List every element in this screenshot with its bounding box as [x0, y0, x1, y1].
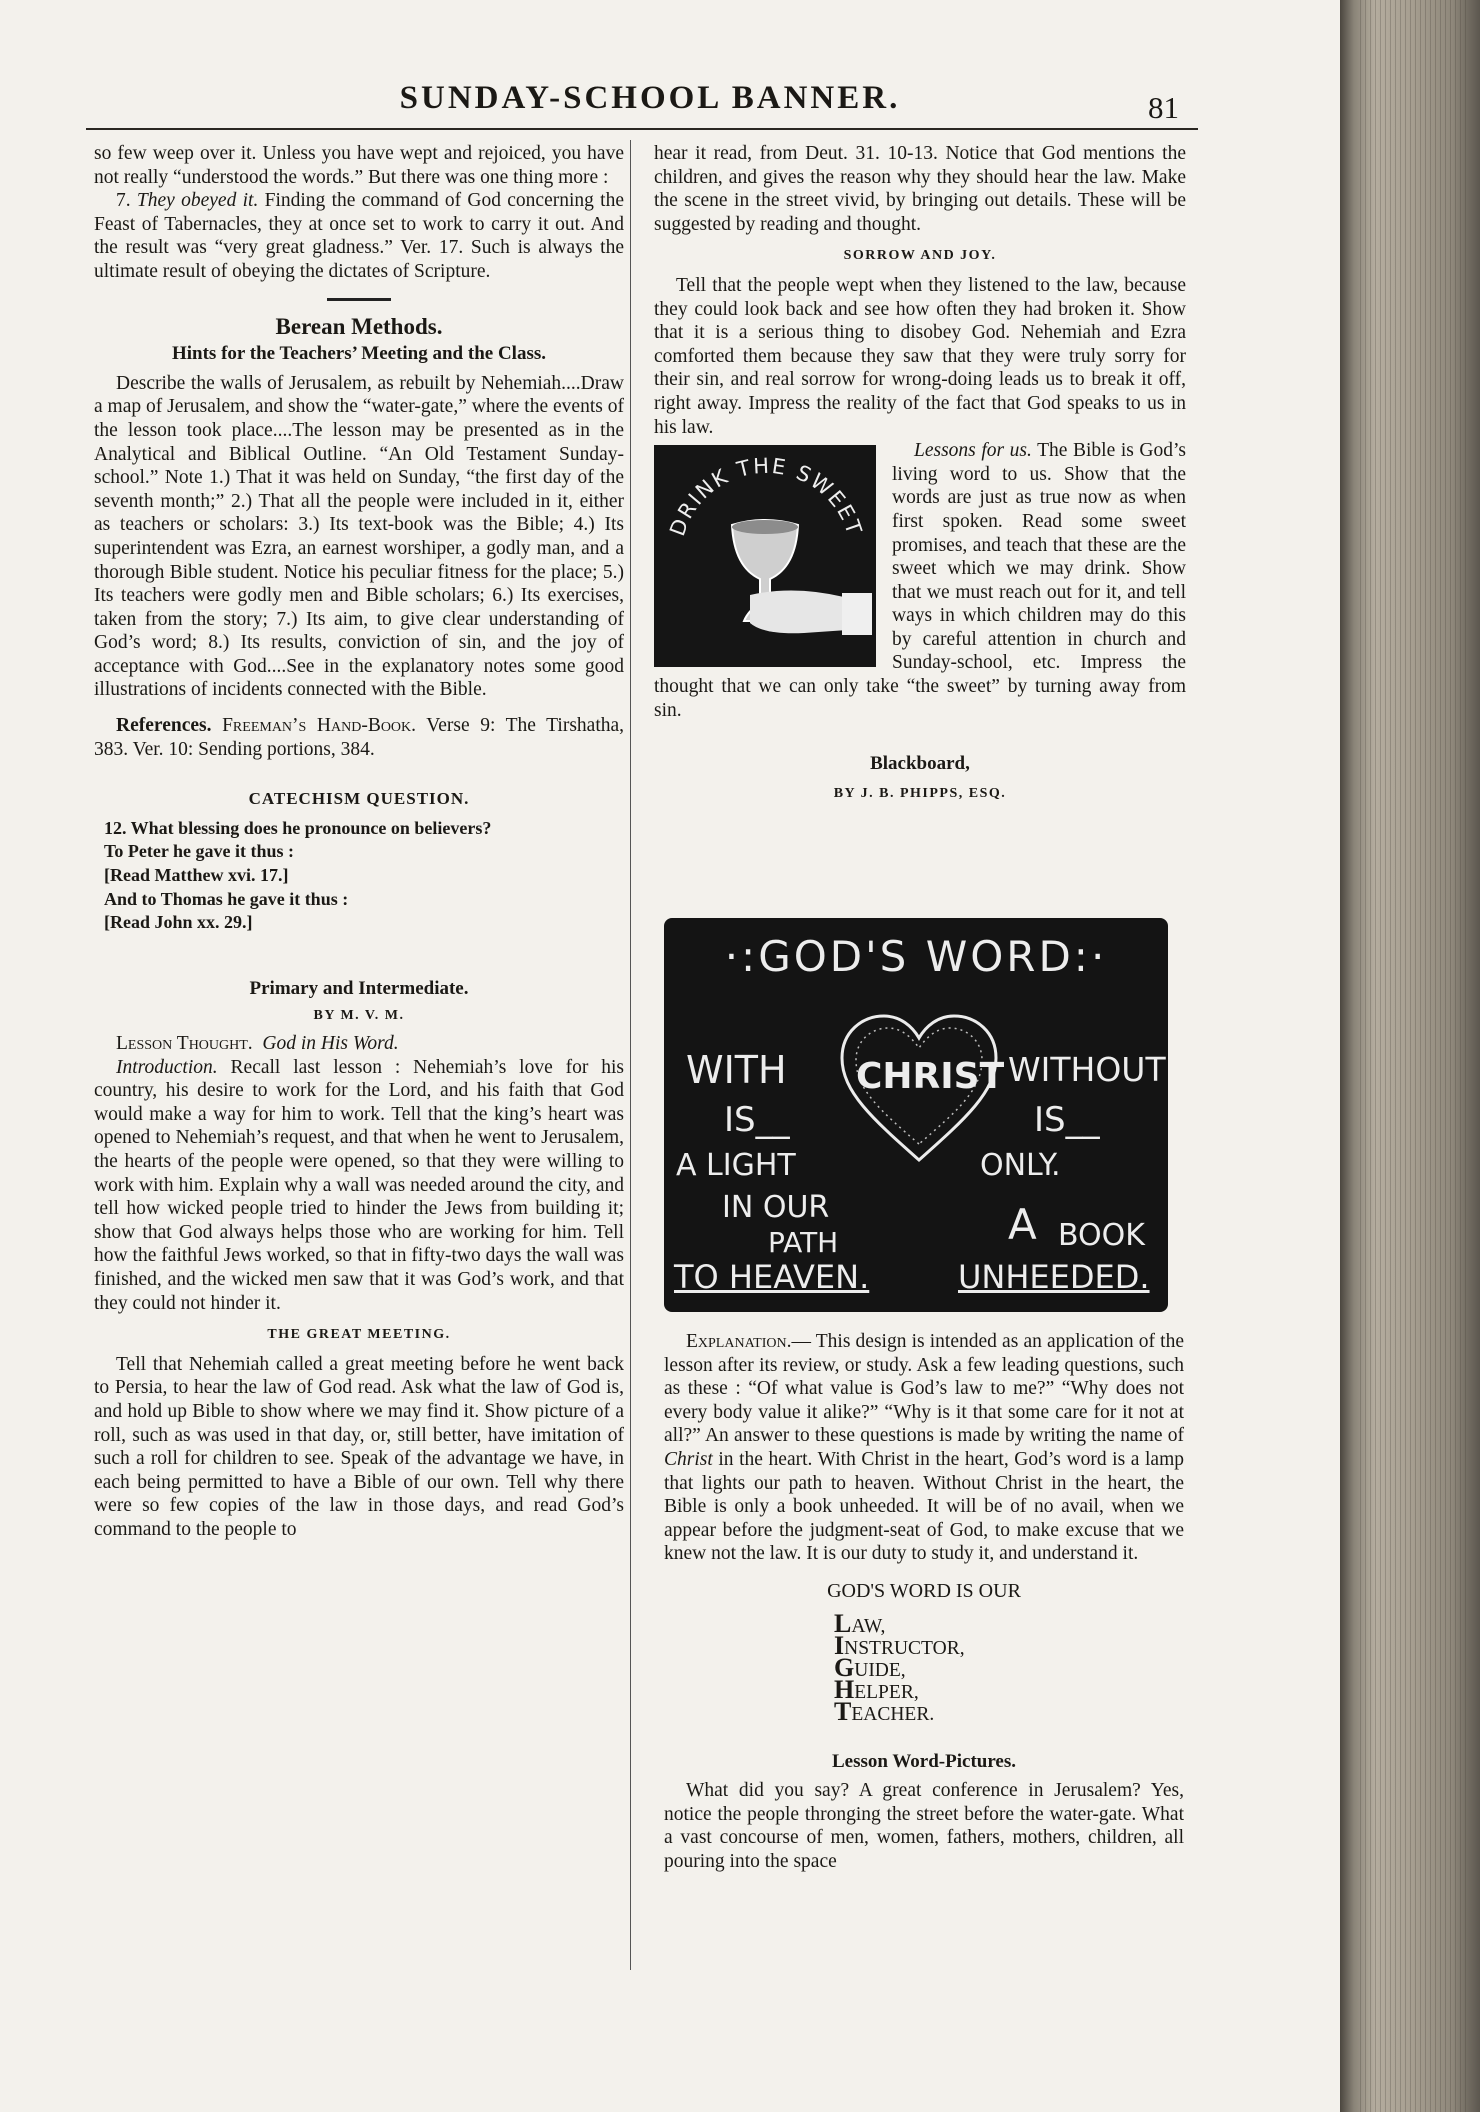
blackboard-without: WITHOUT: [1008, 1050, 1166, 1089]
acrostic-line: [834, 1674, 1184, 1704]
paragraph-obeyed: [94, 189, 624, 283]
references-paragraph: [94, 714, 624, 761]
blackboard-heading: Blackboard,: [870, 753, 970, 775]
item-title: They obeyed it.: [136, 190, 259, 212]
explanation-christ: Christ: [664, 1448, 713, 1470]
acrostic-rest: AW,: [851, 1615, 886, 1637]
blackboard-byline: BY J. B. PHIPPS, ESQ.: [833, 785, 1007, 801]
introduction-text: Recall last lesson : Nehemiah’s love for his country, his desire to work for the Lord, and his faith that God would make a way for him to work. Tell that the king’s heart was opened to Nehemiah’s request, and that when he went to Jerusalem, the hearts of the people were opened, so that they were willing to work with him. Explain why a wall was needed around the city, and tell how wicked people tried to hinder the Jews from building it; show that God always helps those who are working for him. Tell how the faithful Jews worked, so that in fifty-two days the wall was finished, and the wicked men saw that it was God’s work, and that they could not hinder it.: [94, 1056, 624, 1314]
blackboard-a-light: A LIGHT: [676, 1148, 796, 1183]
page-number: 81: [1148, 90, 1179, 125]
left-column: [94, 142, 624, 1541]
lesson-thought-text: God in His Word.: [262, 1033, 399, 1054]
acrostic-rest: UIDE,: [854, 1659, 906, 1681]
acrostic-list: [834, 1608, 1184, 1726]
lesson-thought: [94, 1032, 624, 1056]
acrostic-initial: G: [834, 1652, 855, 1682]
blackboard-design: [664, 918, 1168, 1312]
acrostic-initial: T: [834, 1696, 852, 1726]
word-pictures-text: What did you say? A great conference in Jerusalem? Yes, notice the people thronging the street before the water-gate. What a vast concourse of men, women, fathers, mothers, children, all pouring into the space: [664, 1780, 1184, 1872]
lessons-for-us-text: The Bible is God’s living word to us. Show that the words are just as true now as when first spoken. Read some sweet promises, and teach that these are the sweet which we may drink. Show that we must reach out for it, and tell ways in which children may do this by careful attention in church and Sunday-school, etc. Impress the thought that we can only take “the sweet” by turning away from sin.: [654, 440, 1186, 721]
item-text: Finding the command of God concerning the Feast of Tabernacles, they at once set to work to carry it out. And the result was “very great gladness.” Ver. 17. Such is always the ultimate result of obeying the dictates of Scripture.: [94, 190, 625, 282]
catechism-line: 12. What blessing does he pronounce on believers?: [104, 817, 492, 838]
acrostic-initial: H: [834, 1674, 855, 1704]
catechism-heading: CATECHISM QUESTION.: [248, 789, 470, 809]
running-head-title: SUNDAY-SCHOOL BANNER.: [399, 80, 901, 116]
blackboard-with: WITH: [686, 1048, 787, 1092]
page-edge-lines: [1360, 0, 1470, 2112]
hints-body: Describe the walls of Jerusalem, as rebuilt by Nehemiah....Draw a map of Jerusalem, and show the “water-gate,” where the events of the lesson took place....The lesson may be presented as in the Analytical and Biblical Outline. “An Old Testament Sunday-school.” Note 1.) That it was held on Sunday, “the first day of the seventh month;” 2.) That all the people were included in it, either as teachers or scholars: 3.) Its text-book was the Bible; 4.) Its superintendent was Ezra, an earnest worshiper, a godly man, and a thorough Bible student. Notice his peculiar fitness for the place; 5.) Its teachers were godly men and Bible scholars; 6.) Its exercises, taken from the story; 7.) Its aim, to give clear understanding of God’s word; 8.) Its results, conviction of sin, and the joy of acceptance with God....See in the explanatory notes some good illustrations of incidents connected with the Bible.: [94, 372, 624, 701]
introduction-label: Introduction.: [116, 1056, 218, 1078]
great-meeting-text: Tell that Nehemiah called a great meeting before he went back to Persia, to hear the law of God read. Ask what the law of God is, and hold up Bible to show where we may find it. Show picture of a roll, such as was used in that day, or, still better, have imitation of such a roll for children to see. Speak of the advantage we have, in each being permitted to have a Bible of our own. Tell why there were so few copies of the law in those days, and read God’s command to the people to: [94, 1353, 624, 1540]
acrostic-initial: L: [834, 1608, 852, 1638]
primary-heading: Primary and Intermediate.: [249, 977, 469, 999]
sorrow-joy-text: Tell that the people wept when they listened to the law, because they could look back and see how often they had broken it. Show that it is a serious thing to disobey God. Nehemiah and Ezra comforted them because they saw that they were truly sorry for their sin, and real sorrow for wrong-doing leads us to break it off, right away. Impress the reality of the fact that God speaks to us in his law.: [654, 274, 1186, 438]
catechism-line: And to Thomas he gave it thus :: [104, 888, 349, 909]
blackboard-to-heaven: TO HEAVEN.: [674, 1258, 870, 1296]
hints-heading: Hints for the Teachers’ Meeting and the Class.: [171, 343, 546, 365]
blackboard-in-our: IN OUR: [722, 1190, 830, 1225]
catechism-block: [104, 817, 624, 935]
acrostic-line: [834, 1696, 1184, 1726]
blackboard-book: BOOK: [1058, 1218, 1145, 1253]
blackboard-is-right: IS__: [1034, 1100, 1100, 1140]
explanation-text: This design is intended as an application of the lesson after its review, or study. Ask a few leading questions, such as these : “Of what value is God’s law to me?” “Why does not every body value it alike?” “Why is it that some care for it not at all?” An answer to these questions is made by writing the name of: [664, 1331, 1184, 1447]
explanation-text-2: in the heart. With Christ in the heart, God’s word is a lamp that lights our path to heaven. Without Christ in the heart, the Bible is only a book unheeded. It will be of no avail, when we appear before the judgment-seat of God, to make excuse that we knew not the law. It is our duty to study it, and understand it.: [664, 1448, 1184, 1565]
column-rule: [630, 140, 631, 1970]
lesson-thought-label: Lesson Thought.: [116, 1033, 253, 1054]
acrostic-rest: ELPER,: [854, 1681, 919, 1703]
goblet-hand-icon: [654, 445, 876, 667]
word-pictures-heading: Lesson Word-Pictures.: [831, 1750, 1017, 1772]
section-divider: [327, 298, 391, 301]
acrostic-heading: GOD'S WORD IS OUR: [827, 1579, 1021, 1602]
catechism-line: [Read Matthew xvi. 17.]: [104, 865, 289, 886]
right-column-bottom: [664, 1330, 1184, 1874]
paragraph-hear-it-read: hear it read, from Deut. 31. 10-13. Notice that God mentions the children, and gives the reason why they should hear the law. Make the scene in the street vivid, by bringing out details. These will be suggested by reading and thought.: [654, 143, 1186, 235]
acrostic-line: [834, 1652, 1184, 1682]
blackboard-christ: CHRIST: [856, 1056, 1005, 1097]
references-text: Verse 9: The Tirshatha, 383. Ver. 10: Sending portions, 384.: [94, 715, 625, 760]
introduction-paragraph: [94, 1056, 624, 1316]
right-column-top: [654, 142, 1186, 805]
blackboard-unheeded: UNHEEDED.: [958, 1258, 1150, 1296]
blackboard-title: ·:GOD'S WORD:·: [724, 932, 1108, 981]
acrostic-rest: NSTRUCTOR,: [844, 1637, 965, 1659]
great-meeting-heading: THE GREAT MEETING.: [267, 1327, 451, 1343]
blackboard-is-left: IS__: [724, 1100, 790, 1140]
drink-the-sweet-illustration: [654, 445, 876, 667]
primary-byline: BY M. V. M.: [313, 1008, 405, 1024]
explanation-label: Explanation.—: [686, 1331, 811, 1352]
acrostic-line: [834, 1608, 1184, 1638]
blackboard-path: PATH: [768, 1226, 839, 1259]
acrostic-line: [834, 1630, 1184, 1660]
berean-methods-heading: Berean Methods.: [275, 313, 443, 339]
cup-caption: DRINK THE SWEET: [665, 453, 867, 540]
explanation-paragraph: [664, 1330, 1184, 1566]
item-number: 7.: [116, 190, 131, 212]
header-rule: [86, 128, 1198, 130]
catechism-line: To Peter he gave it thus :: [104, 841, 294, 862]
acrostic-rest: EACHER.: [851, 1703, 935, 1725]
catechism-line: [Read John xx. 29.]: [104, 912, 253, 933]
blackboard-a: A: [1008, 1200, 1037, 1249]
sorrow-joy-heading: SORROW AND JOY.: [843, 248, 997, 264]
paragraph-understood: so few weep over it. Unless you have wept and rejoiced, you have not really “understood the words.” But there was one thing more :: [94, 143, 624, 188]
references-label: References.: [116, 715, 212, 737]
lessons-for-us-label: Lessons for us.: [914, 440, 1032, 462]
references-book: Freeman’s Hand-Book.: [222, 715, 417, 737]
acrostic-initial: I: [834, 1630, 845, 1660]
blackboard-only: ONLY.: [980, 1148, 1061, 1183]
